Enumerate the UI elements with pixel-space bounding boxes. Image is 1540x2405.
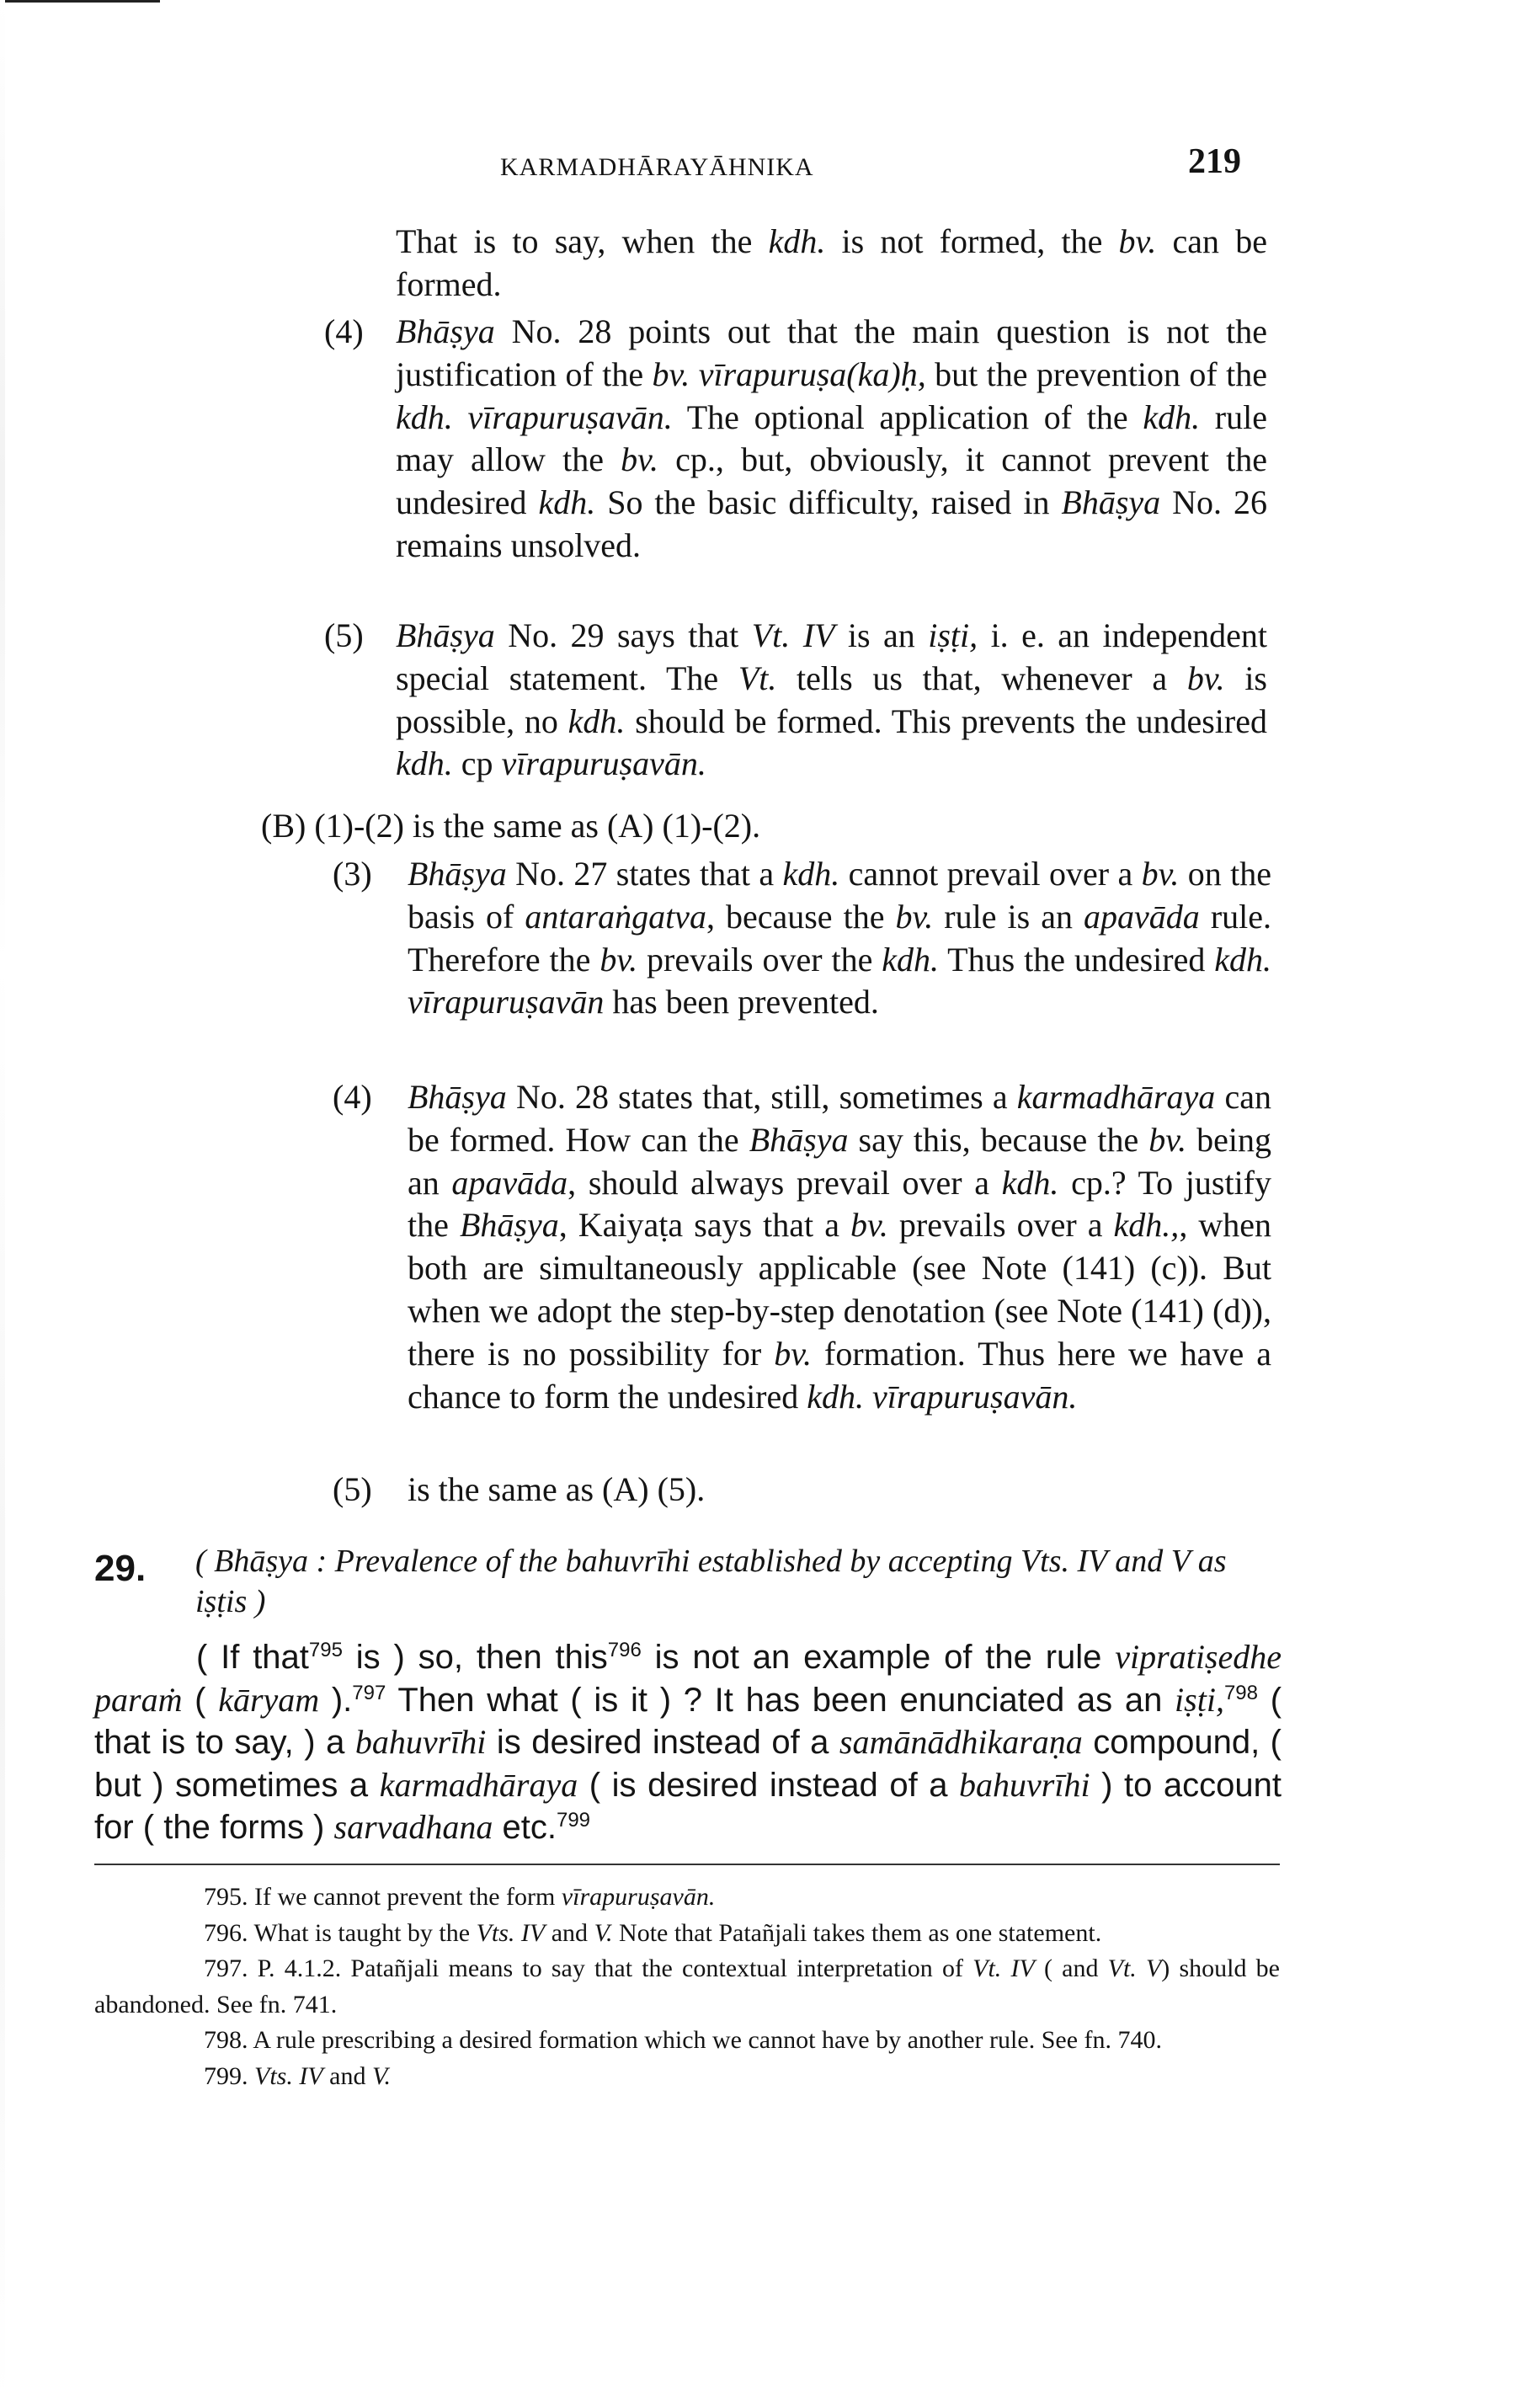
- footnote-ref: 795: [308, 1639, 343, 1661]
- footnotes: [94, 1880, 1280, 2094]
- opening-paragraph: That is to say, when the kdh. is not formed, the bv. can be formed.: [396, 222, 1268, 303]
- section-number: 29.: [94, 1548, 147, 1589]
- scan-edge-mark: [0, 0, 160, 3]
- item-b4-paragraph: Bhāṣya No. 28 states that, still, sometimes a karmadhāraya can be formed. How can the Bhāṣya say this, because the bv. being an apavāda, should always prevail over a kdh. cp.? To justify the Bhāṣya, Kaiyaṭa says that a bv. prevails over a kdh.,, when both are simultaneously applicable (see Note (141) (c)). But when we adopt the step-by-step denotation (see Note (141) (d)), there is no possibility for bv. formation. Thus here we have a chance to form the undesired kdh. vīrapuruṣavān.: [408, 1078, 1272, 1416]
- footnote-797: 797. P. 4.1.2. Patañjali means to say that the contextual interpretation of Vt. IV ( and Vt. V) should be abandoned. See fn. 741.: [94, 1954, 1280, 2018]
- footnote-ref: 797: [352, 1681, 386, 1704]
- scan-edge-shadow: [0, 0, 5, 2405]
- footnote-ref: 796: [607, 1639, 642, 1661]
- section-translation: ( If that$^{795}$ is ) so, then this$^{796}$ is not an example of the rule vipratiṣedhe paraṁ ( kāryam ).$^{797}$ Then what ( is it ) ? It has been enunciated as an iṣṭi,$^{798}$ ( that is to say, ) a bahuvrīhi is desired instead of a samānādhikaraṇa compound, ( but ) sometimes a karmadhāraya ( is desired instead of a bahuvrīhi ) to account for ( the forms ) sarvadhana etc.$^{799}$: [94, 1638, 1282, 1847]
- footnote-798: 798. A rule prescribing a desired formation which we cannot have by another rule. See fn. 740.: [204, 2026, 1162, 2054]
- footnote-divider: [94, 1864, 1280, 1865]
- page-number: 219: [1188, 142, 1241, 181]
- item-a5-label: (5): [324, 616, 364, 654]
- item-a5-paragraph: Bhāṣya No. 29 says that Vt. IV is an iṣṭi, i. e. an independent special statement. The Vt. tells us that, whenever a bv. is possible, no kdh. should be formed. This prevents the undesired kdh. cp vīrapuruṣavān.: [396, 616, 1267, 783]
- footnote-796: 796. What is taught by the Vts. IV and V. Note that Patañjali takes them as one statement.: [204, 1918, 1102, 1947]
- section-title: ( Bhāṣya : Prevalence of the bahuvrīhi established by accepting Vts. IV and V as iṣṭis ): [195, 1544, 1227, 1619]
- item-b5-label: (5): [333, 1470, 372, 1508]
- item-b-intro: (B) (1)-(2) is the same as (A) (1)-(2).: [261, 807, 761, 845]
- item-a4-paragraph: Bhāṣya No. 28 points out that the main question is not the justification of the bv. vīrapuruṣa(ka)ḥ, but the prevention of the kdh. vīrapuruṣavān. The optional application of the kdh. rule may allow the bv. cp., but, obviously, it cannot prevent the undesired kdh. So the basic difficulty, raised in Bhāṣya No. 26 remains unsolved.: [396, 312, 1268, 564]
- item-b3-paragraph: Bhāṣya No. 27 states that a kdh. cannot prevail over a bv. on the basis of antaraṅgatva, because the bv. rule is an apavāda rule. Therefore the bv. prevails over the kdh. Thus the undesired kdh. vīrapuruṣavān has been prevented.: [408, 855, 1272, 1021]
- item-b4-label: (4): [333, 1078, 372, 1116]
- footnote-795: 795. If we cannot prevent the form vīrapuruṣavān.: [204, 1883, 716, 1911]
- item-b5-paragraph: is the same as (A) (5).: [408, 1470, 706, 1508]
- item-b3-label: (3): [333, 855, 372, 893]
- running-title: KARMADHĀRAYĀHNIKA: [500, 153, 814, 181]
- footnote-799: 799. Vts. IV and V.: [204, 2061, 391, 2090]
- footnote-ref: 799: [556, 1809, 591, 1832]
- item-a4-label: (4): [324, 312, 364, 350]
- footnote-ref: 798: [1223, 1681, 1258, 1704]
- running-header: [495, 141, 1241, 192]
